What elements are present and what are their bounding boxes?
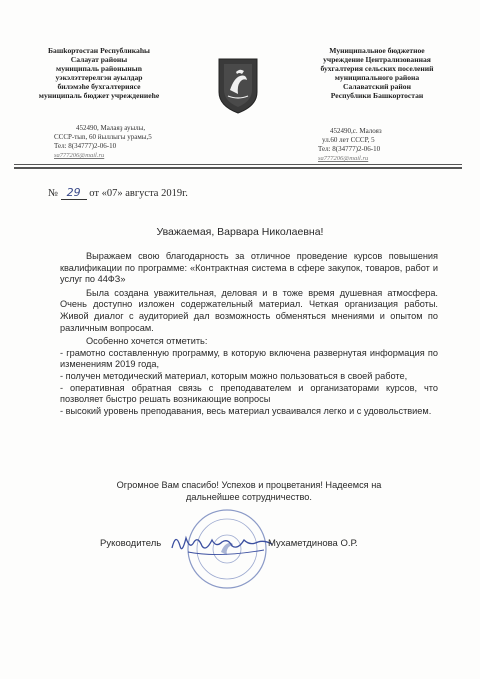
header-right-line: муниципального района bbox=[334, 73, 420, 82]
address-line: Тел: 8(34777)2-06-10 bbox=[318, 145, 381, 153]
address-line: ул.60 лет СССР, 5 bbox=[322, 136, 375, 144]
document-number: 29 bbox=[61, 186, 87, 200]
header-right-line: бухгалтерия сельских поселений bbox=[320, 64, 434, 73]
header-left-line: уэкэлэттерелгэн ауылдар bbox=[55, 73, 143, 82]
body-paragraph: Особенно хочется отметить: bbox=[86, 336, 208, 347]
header-divider bbox=[14, 167, 462, 169]
header-left-line: Башkортостан Республикаhы bbox=[48, 46, 150, 55]
header-left-line: билэмэhе бухгалтериясе bbox=[57, 82, 141, 91]
closing-line: Огромное Вам спасибо! Успехов и процветания! Надеемся на bbox=[116, 480, 382, 490]
address-line: СССР-тыn, 60 йыллыгы урамы,5 bbox=[54, 133, 152, 141]
letter-body bbox=[60, 251, 438, 417]
address-line: 452490, Малаяҙ ауылы, bbox=[76, 124, 146, 132]
header-left-org bbox=[14, 46, 184, 100]
header-divider bbox=[14, 164, 462, 165]
header-left-line: муниципаль районыныn bbox=[56, 64, 142, 73]
bullet-item: - высокий уровень преподавания, весь материал усваивался легко и с удовольствием. bbox=[60, 405, 432, 416]
bullet-item: - грамотно составленную программу, в которую включена развернутая информация по изменениям 2019 года, bbox=[60, 347, 438, 370]
document-reference bbox=[48, 186, 188, 199]
body-paragraph: Была создана уважительная, деловая и в тоже время душевная атмосфера. Очень доступно изложен содержательный материал. Четкая организация работы. Живой диалог с аудиторией дал возможность обменяться мнениями и опытом по различным вопросам. bbox=[60, 287, 438, 333]
signer-position: Руководитель bbox=[100, 538, 162, 549]
document-date: от «07» августа 2019г. bbox=[89, 188, 188, 199]
header-right-line: Республики Башкортостан bbox=[330, 91, 424, 100]
greeting: Уважаемая, Варвара Николаевна! bbox=[156, 226, 324, 238]
handwritten-signature-icon bbox=[168, 524, 278, 564]
email-link[interactable]: sa777206@mail.ru bbox=[318, 155, 369, 162]
header-left-line: муниципаль бюджет учреждениеhе bbox=[38, 91, 160, 100]
header-right-line: учреждение Централизованная bbox=[323, 55, 431, 64]
closing bbox=[60, 479, 438, 503]
header-left bbox=[14, 46, 184, 100]
email-link[interactable]: sa777206@mail.ru bbox=[54, 152, 105, 159]
signer-name: Мухаметдинова О.Р. bbox=[268, 538, 358, 549]
body-paragraph: Выражаем свою благодарность за отличное проведение курсов повышения квалификации по программе: «Контрактная система в сфере закупок, товаров, работ и услуг по 44ФЗ» bbox=[60, 251, 438, 285]
header-left-line: Салауат районы bbox=[70, 55, 128, 64]
closing-line: дальнейшее сотрудничество. bbox=[186, 492, 312, 502]
header-right-org bbox=[287, 46, 467, 100]
number-sign: № bbox=[48, 188, 59, 199]
address-line: 452490,с. Малояз bbox=[330, 127, 382, 135]
address-line: Тел: 8(34777)2-06-10 bbox=[54, 142, 117, 150]
header-right-address bbox=[318, 127, 382, 163]
header-right bbox=[287, 46, 467, 100]
header-right-line: Салаватский район bbox=[343, 82, 411, 91]
header-right-line: Муниципальное бюджетное bbox=[329, 46, 425, 55]
header-left-address bbox=[54, 124, 152, 160]
bullet-item: - получен методический материал, которым можно пользоваться в своей работе, bbox=[60, 370, 408, 381]
bullet-item: - оперативная обратная связь с преподавателем и организаторами курсов, что позволяет быстро решать возникающие вопросы bbox=[60, 382, 438, 405]
coat-of-arms-icon bbox=[216, 56, 260, 116]
